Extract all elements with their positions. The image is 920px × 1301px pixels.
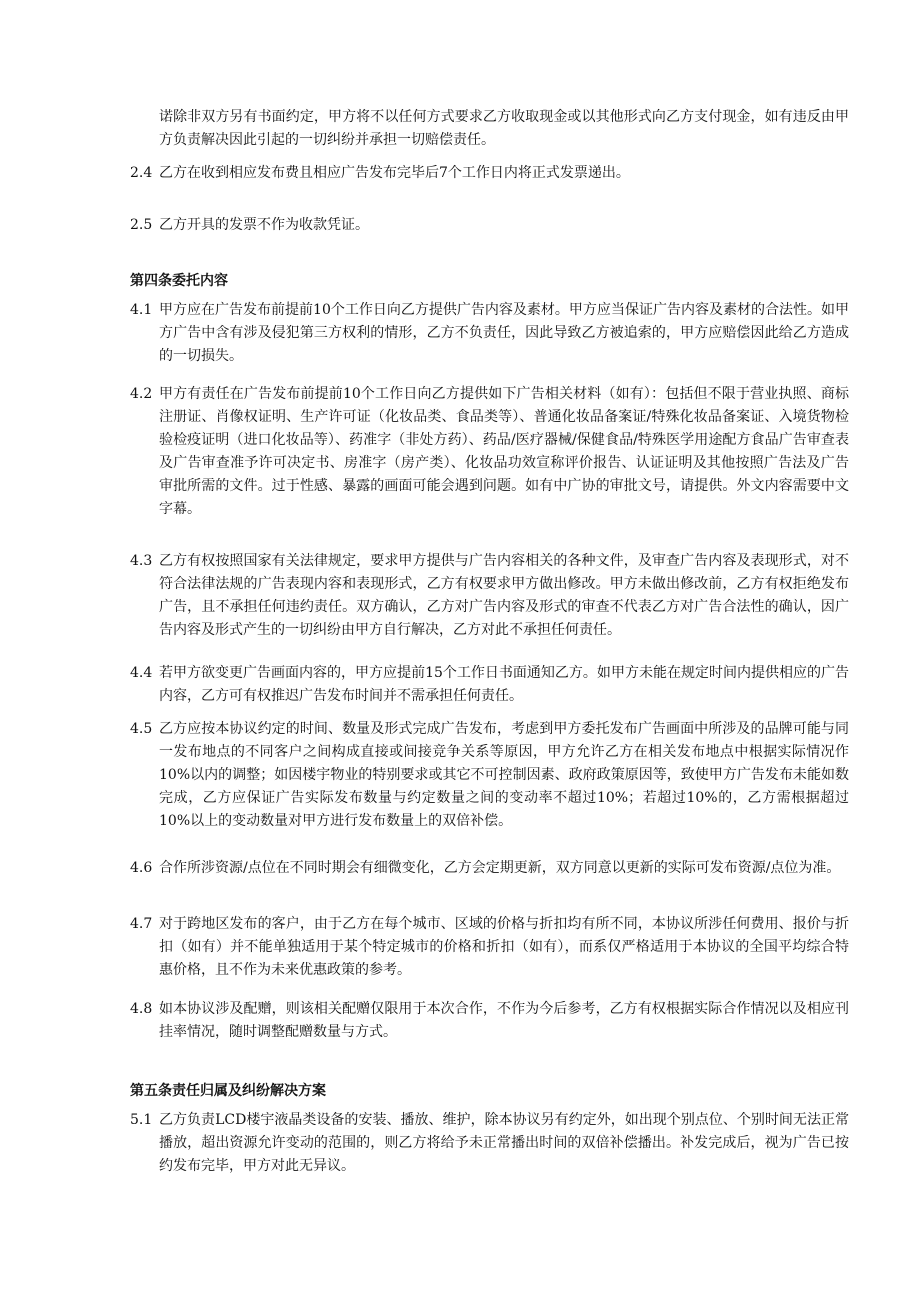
clause-number: 4.4 [130,665,153,681]
clause-text: 乙方有权按照国家有关法律规定，要求甲方提供与广告内容相关的各种文件，及审查广告内容及表现形式，对不符合法律法规的广告表现内容和表现形式，乙方有权要求甲方做出修改。甲方未做出修改前，乙方有权拒绝发布广告，且不承担任何违约责任。双方确认，乙方对广告内容及形式的审查不代表乙方对广告合法性的确认，因广告内容及形式产生的一切纠纷由甲方自行解决，乙方对此不承担任何责任。 [159,553,849,638]
clause-text: 合作所涉资源/点位在不同时期会有细微变化，乙方会定期更新，双方同意以更新的实际可发布资源/点位为准。 [159,860,841,876]
clause-text: 如本协议涉及配赠，则该相关配赠仅限用于本次合作，不作为今后参考，乙方有权根据实际合作情况以及相应刊挂率情况，随时调整配赠数量与方式。 [159,1001,849,1040]
clause-4-8 [130,998,849,1044]
clause-number: 4.6 [130,860,153,876]
clause-text: 乙方负责LCD楼宇液晶类设备的安装、播放、维护，除本协议另有约定外，如出现个别点位、个别时间无法正常播放，超出资源允许变动的范围的，则乙方将给予未正常播出时间的双倍补偿播出。补发完成后，视为广告已按约发布完毕，甲方对此无异议。 [159,1112,849,1174]
clause-4-7 [130,913,849,982]
section-heading-4: 第四条委托内容 [130,273,228,289]
clause-4-4 [130,662,849,708]
clause-2-4 [130,162,849,185]
clause-text: 乙方在收到相应发布费且相应广告发布完毕后7个工作日内将正式发票递出。 [159,165,630,181]
clause-text: 乙方应按本协议约定的时间、数量及形式完成广告发布，考虑到甲方委托发布广告画面中所涉及的品牌可能与同一发布地点的不同客户之间构成直接或间接竞争关系等原因，甲方允许乙方在相关发布地点中根据实际情况作10%以内的调整；如因楼宇物业的特别要求或其它不可控制因素、政府政策原因等，致使甲方广告发布未能如数完成，乙方应保证广告实际发布数量与约定数量之间的变动率不超过10%；若超过10%的，乙方需根据超过10%以上的变动数量对甲方进行发布数量上的双倍补偿。 [159,721,849,829]
clause-4-3 [130,550,849,642]
clause-number: 4.2 [130,386,153,402]
clause-5-1 [130,1109,849,1178]
clause-4-6 [130,857,849,880]
clause-2-5 [130,214,849,237]
clause-4-5 [130,718,849,833]
clause-number: 4.8 [130,1001,153,1017]
clause-number: 4.7 [130,916,153,932]
clause-number: 4.3 [130,553,153,569]
clause-text: 甲方有责任在广告发布前提前10个工作日向乙方提供如下广告相关材料（如有）：包括但不限于营业执照、商标注册证、肖像权证明、生产许可证（化妆品类、食品类等）、普通化妆品备案证/特殊化妆品备案证、入境货物检验检疫证明（进口化妆品等）、药准字（非处方药）、药品/医疗器械/保健食品/特殊医学用途配方食品广告审查表及广告审查准予许可决定书、房准字（房产类）、化妆品功效宣称评价报告、认证证明及其他按照广告法及广告审批所需的文件。过于性感、暴露的画面可能会遇到问题。如有中广协的审批文号，请提供。外文内容需要中文字幕。 [159,386,849,517]
clause-continuation: 诺除非双方另有书面约定，甲方将不以任何方式要求乙方收取现金或以其他形式向乙方支付现金，如有违反由甲方负责解决因此引起的一切纠纷并承担一切赔偿责任。 [159,109,849,148]
clause-text: 乙方开具的发票不作为收款凭证。 [159,217,369,233]
clause-number: 2.4 [130,165,153,181]
clause-text: 若甲方欲变更广告画面内容的，甲方应提前15个工作日书面通知乙方。如甲方未能在规定时间内提供相应的广告内容，乙方可有权推迟广告发布时间并不需承担任何责任。 [159,665,849,704]
clause-4-2 [130,383,849,521]
clause-4-1 [130,299,849,368]
clause-text: 甲方应在广告发布前提前10个工作日向乙方提供广告内容及素材。甲方应当保证广告内容及素材的合法性。如甲方广告中含有涉及侵犯第三方权利的情形，乙方不负责任，因此导致乙方被追索的，甲方应赔偿因此给乙方造成的一切损失。 [159,302,849,364]
clause-text: 对于跨地区发布的客户，由于乙方在每个城市、区域的价格与折扣均有所不同，本协议所涉任何费用、报价与折扣（如有）并不能单独适用于某个特定城市的价格和折扣（如有），而系仅严格适用于本协议的全国平均综合特惠价格，且不作为未来优惠政策的参考。 [159,916,849,978]
section-heading-5: 第五条责任归属及纠纷解决方案 [130,1083,326,1099]
clause-number: 2.5 [130,217,153,233]
clause-number: 5.1 [130,1112,153,1128]
clause-number: 4.5 [130,721,153,737]
clause-number: 4.1 [130,302,153,318]
